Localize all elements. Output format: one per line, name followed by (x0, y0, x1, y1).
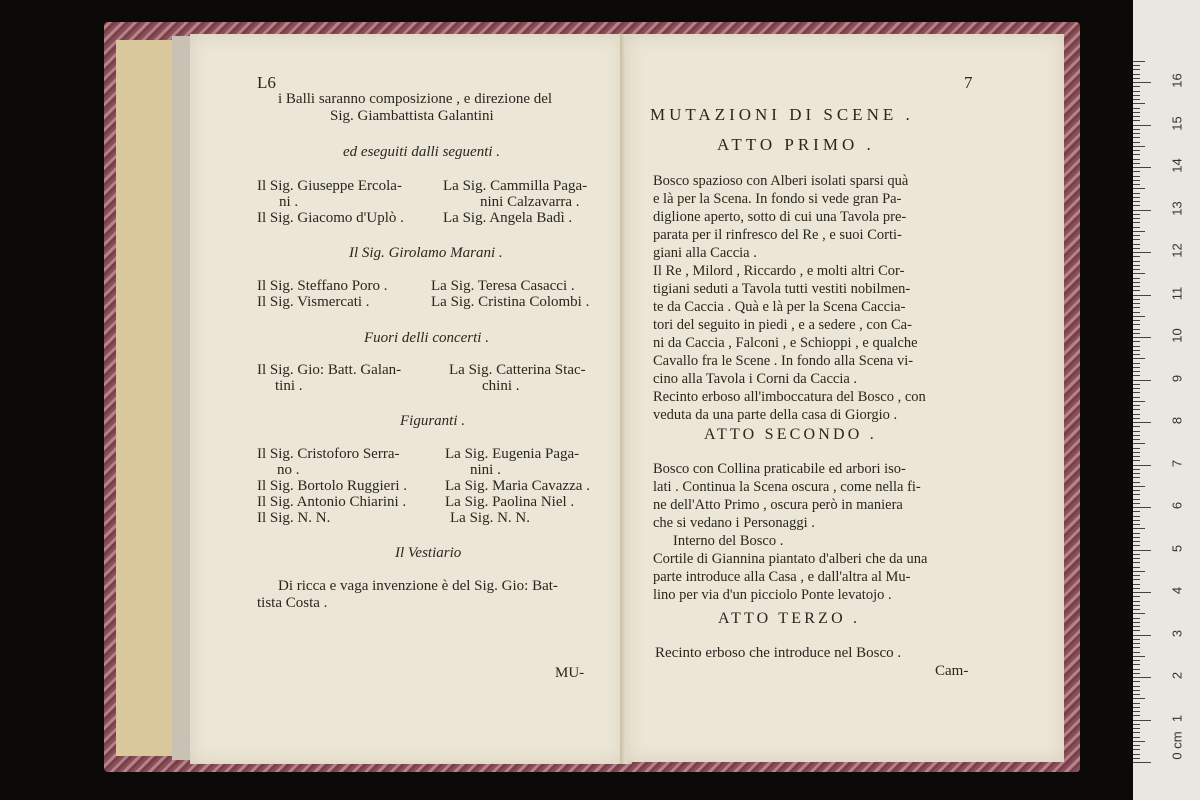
act-heading: ATTO TERZO . (718, 610, 861, 627)
ruler-tick (1133, 231, 1145, 232)
ruler-tick (1133, 707, 1140, 708)
text-line: Cortile di Giannina piantato d'alberi che da una (653, 551, 928, 567)
ruler-tick (1133, 460, 1140, 461)
name-right: La Sig. Angela Badì . (443, 210, 573, 226)
ruler-tick (1133, 694, 1140, 695)
ruler-tick (1133, 567, 1140, 568)
text-line: Bosco con Collina praticabile ed arbori iso- (653, 461, 906, 477)
page-number-left: L6 (257, 73, 276, 92)
ruler-tick (1133, 686, 1140, 687)
ruler-tick (1133, 278, 1140, 279)
ruler-tick (1133, 171, 1140, 172)
text-line: tori del seguito in piedi , e a sedere , con Ca- (653, 317, 912, 333)
vestiario-line: Di ricca e vaga invenzione è del Sig. Gio: Bat- (278, 578, 558, 594)
ruler-tick (1133, 354, 1140, 355)
ruler-tick (1133, 252, 1151, 253)
ruler-tick (1133, 630, 1140, 631)
ruler-label: 12 (1169, 243, 1185, 258)
ruler-tick (1133, 69, 1140, 70)
ruler-tick (1133, 528, 1145, 529)
ruler-tick (1133, 533, 1140, 534)
ruler-tick (1133, 592, 1151, 593)
ruler-tick (1133, 74, 1140, 75)
ruler-tick (1133, 448, 1140, 449)
ruler-tick (1133, 82, 1151, 83)
name-right: La Sig. N. N. (450, 510, 530, 526)
page-title: MUTAZIONI DI SCENE . (650, 105, 914, 124)
text-line: Recinto erboso all'imboccatura del Bosco , con (653, 389, 926, 405)
flyleaf (116, 40, 178, 756)
ruler-tick (1133, 715, 1140, 716)
ruler-tick (1133, 414, 1140, 415)
ruler-tick (1133, 256, 1140, 257)
ruler-tick (1133, 494, 1140, 495)
ruler-tick (1133, 346, 1140, 347)
ruler-label: 1 (1169, 714, 1185, 722)
ruler-label: 10 (1169, 328, 1185, 343)
ruler-tick (1133, 469, 1140, 470)
ruler-tick (1133, 307, 1140, 308)
ruler-tick (1133, 698, 1145, 699)
ruler-tick (1133, 728, 1140, 729)
ruler-tick (1133, 159, 1140, 160)
ruler-tick (1133, 188, 1145, 189)
ruler-tick (1133, 375, 1140, 376)
catchword-left: MU- (555, 665, 585, 681)
ruler-tick (1133, 435, 1140, 436)
text-line: che si vedano i Personaggi . (653, 515, 815, 531)
ruler-label: 0 cm (1169, 731, 1185, 760)
ruler-tick (1133, 163, 1140, 164)
ruler-tick (1133, 609, 1140, 610)
ruler-tick (1133, 235, 1140, 236)
ruler-tick (1133, 286, 1140, 287)
name-left: Il Sig. Gio: Batt. Galan- (257, 362, 402, 378)
ruler-tick (1133, 197, 1140, 198)
ruler-tick (1133, 397, 1140, 398)
ruler-tick (1133, 656, 1145, 657)
text-line: Il Re , Milord , Riccardo , e molti altri Cor- (653, 263, 905, 279)
ruler-tick (1133, 452, 1140, 453)
act-3-text: Recinto erboso che introduce nel Bosco . (655, 645, 902, 661)
text-line: veduta da una parte della casa di Giorgio . (653, 407, 898, 423)
ruler-tick (1133, 133, 1140, 134)
name-left: Il Sig. Giacomo d'Uplò . (257, 210, 404, 226)
ruler-tick (1133, 320, 1140, 321)
ruler-tick (1133, 312, 1140, 313)
ruler-tick (1133, 341, 1140, 342)
ruler-tick (1133, 754, 1140, 755)
name-right: La Sig. Paolina Niel . (445, 494, 575, 510)
ruler-tick (1133, 745, 1140, 746)
ruler-label: 16 (1169, 73, 1185, 88)
ruler-tick (1133, 125, 1151, 126)
ruler-tick (1133, 350, 1140, 351)
ruler-tick (1133, 176, 1140, 177)
text-line: ne dell'Atto Primo , oscura però in maniera (653, 497, 903, 513)
ruler-tick (1133, 652, 1140, 653)
ruler-tick (1133, 205, 1140, 206)
name-right: La Sig. Teresa Casacci . (431, 278, 575, 294)
ruler-tick (1133, 537, 1140, 538)
ruler-tick (1133, 86, 1140, 87)
ruler-tick (1133, 558, 1140, 559)
ruler-tick (1133, 677, 1151, 678)
ruler-tick (1133, 741, 1145, 742)
ruler-tick (1133, 720, 1151, 721)
ruler-tick (1133, 367, 1140, 368)
ruler-tick (1133, 639, 1140, 640)
ruler-tick (1133, 299, 1140, 300)
subheading: Figuranti . (400, 413, 466, 429)
ruler-tick (1133, 392, 1140, 393)
ruler-tick (1133, 664, 1140, 665)
ruler-tick (1133, 201, 1140, 202)
ruler-tick (1133, 265, 1140, 266)
ruler-tick (1133, 588, 1140, 589)
act-1-text (653, 172, 926, 424)
ruler-tick (1133, 112, 1140, 113)
ruler-tick (1133, 248, 1140, 249)
ruler-label: 15 (1169, 115, 1185, 131)
act-heading: ATTO SECONDO . (704, 426, 877, 443)
text-line: Cavallo fra le Scene . In fondo alla Scena vi- (653, 353, 914, 369)
subheading: Fuori delli concerti . (364, 330, 489, 346)
name-right: chini . (482, 378, 520, 394)
ruler-tick (1133, 711, 1140, 712)
text-line: cino alla Tavola i Corni da Caccia . (653, 371, 858, 387)
ruler-tick (1133, 443, 1145, 444)
ruler-tick (1133, 605, 1140, 606)
ruler-tick (1133, 626, 1140, 627)
subheading: Il Vestiario (395, 545, 462, 561)
ruler-tick (1133, 78, 1140, 79)
ruler-tick (1133, 358, 1145, 359)
text-line: lino per via d'un picciolo Ponte levatojo . (653, 587, 892, 603)
ruler-tick (1133, 142, 1140, 143)
ruler-tick (1133, 490, 1140, 491)
ruler-tick (1133, 95, 1140, 96)
intro-line: i Balli saranno composizione , e direzione del (278, 91, 553, 107)
ruler-tick (1133, 99, 1140, 100)
ruler-tick (1133, 303, 1140, 304)
ruler-tick (1133, 261, 1140, 262)
ruler-tick (1133, 184, 1140, 185)
ruler-tick (1133, 222, 1140, 223)
ruler-tick (1133, 562, 1140, 563)
ruler-label: 11 (1169, 286, 1185, 300)
ruler-tick (1133, 635, 1151, 636)
ruler-tick (1133, 703, 1140, 704)
ruler-tick (1133, 380, 1151, 381)
ruler-tick (1133, 422, 1151, 423)
ruler-tick (1133, 486, 1145, 487)
ruler-label: 6 (1169, 501, 1185, 510)
ruler-tick (1133, 503, 1140, 504)
ruler-tick (1133, 227, 1140, 228)
ruler-label: 5 (1169, 544, 1185, 552)
name-left: Il Sig. Antonio Chiarini . (257, 494, 407, 510)
ruler-tick (1133, 329, 1140, 330)
ruler-tick (1133, 575, 1140, 576)
ruler-tick (1133, 550, 1151, 551)
ruler-tick (1133, 193, 1140, 194)
ruler-tick (1133, 409, 1140, 410)
ruler-tick (1133, 337, 1151, 338)
ruler-tick (1133, 732, 1140, 733)
ruler-tick (1133, 401, 1145, 402)
text-line: parte introduce alla Casa , e dall'altra al Mu- (653, 569, 911, 585)
ruler-tick (1133, 545, 1140, 546)
ruler-tick (1133, 541, 1140, 542)
ruler-tick (1133, 108, 1140, 109)
name-left: Il Sig. Steffano Poro . (257, 278, 388, 294)
ruler-tick (1133, 418, 1140, 419)
ruler-tick (1133, 762, 1151, 763)
text-line: tigiani seduti a Tavola tutti vestiti nobilmen- (653, 281, 911, 297)
ruler-tick (1133, 137, 1140, 138)
ruler-tick (1133, 456, 1140, 457)
name-right: nini . (470, 462, 501, 478)
text-line: diglione aperto, sotto di cui una Tavola pre- (653, 209, 907, 225)
ruler-label: 9 (1169, 374, 1185, 382)
ruler-tick (1133, 116, 1140, 117)
ruler-tick (1133, 154, 1140, 155)
text-line: Bosco spazioso con Alberi isolati sparsi quà (653, 173, 909, 189)
name-right: La Sig. Catterina Stac- (449, 362, 586, 378)
ruler-tick (1133, 244, 1140, 245)
ruler-tick (1133, 758, 1140, 759)
ruler-tick (1133, 91, 1140, 92)
ruler-tick (1133, 333, 1140, 334)
ruler-tick (1133, 269, 1140, 270)
text-line: te da Caccia . Quà e là per la Scena Caccia- (653, 299, 906, 315)
ruler-tick (1133, 554, 1140, 555)
ruler-tick (1133, 724, 1140, 725)
ruler-tick (1133, 214, 1140, 215)
ruler-label: 2 (1169, 671, 1185, 680)
text-line: parata per il rinfresco del Re , e suoi Corti- (653, 227, 902, 243)
ruler-tick (1133, 282, 1140, 283)
ruler-tick (1133, 439, 1140, 440)
name-left: Il Sig. Cristoforo Serra- (257, 446, 400, 462)
ruler-tick (1133, 618, 1140, 619)
name-right: La Sig. Maria Cavazza . (445, 478, 590, 494)
text-line: lati . Continua la Scena oscura , come nella fi- (653, 479, 921, 495)
catchword-right: Cam- (935, 663, 969, 679)
subheading: Il Sig. Girolamo Marani . (349, 245, 503, 261)
ruler-tick (1133, 690, 1140, 691)
act-heading: ATTO PRIMO . (717, 135, 875, 154)
subheading: ed eseguiti dalli seguenti . (343, 144, 501, 160)
ruler-tick (1133, 324, 1140, 325)
ruler-tick (1133, 613, 1145, 614)
ruler-tick (1133, 584, 1140, 585)
vestiario-line: tista Costa . (257, 595, 328, 611)
ruler-label: 14 (1169, 158, 1185, 173)
ruler-tick (1133, 681, 1140, 682)
ruler-tick (1133, 239, 1140, 240)
ruler-tick (1133, 643, 1140, 644)
name-right: La Sig. Cristina Colombi . (431, 294, 590, 310)
ruler-tick (1133, 146, 1145, 147)
ruler-tick (1133, 295, 1151, 296)
text-line: e là per la Scena. In fondo si vede gran Pa- (653, 191, 902, 207)
ruler-tick (1133, 405, 1140, 406)
ruler-tick (1133, 384, 1140, 385)
name-right: nini Calzavarra . (480, 194, 580, 210)
intro-line: Sig. Giambattista Galantini (330, 108, 494, 124)
ruler-tick (1133, 660, 1140, 661)
ruler-tick (1133, 65, 1140, 66)
ruler-tick (1133, 371, 1140, 372)
name-left: Il Sig. N. N. (257, 510, 331, 526)
ruler-tick (1133, 647, 1140, 648)
ruler-tick (1133, 511, 1140, 512)
ruler-tick (1133, 150, 1140, 151)
ruler-tick (1133, 120, 1140, 121)
act-2-text (653, 460, 927, 604)
text-line: giani alla Caccia . (653, 245, 757, 261)
ruler-tick (1133, 61, 1145, 62)
ruler-tick (1133, 363, 1140, 364)
ruler-tick (1133, 601, 1140, 602)
ruler-label: 8 (1169, 416, 1185, 425)
ruler-tick (1133, 507, 1151, 508)
name-left: tini . (275, 378, 303, 394)
ruler-tick (1133, 290, 1140, 291)
ruler-tick (1133, 520, 1140, 521)
ruler-tick (1133, 273, 1145, 274)
ruler-label: 13 (1169, 200, 1185, 216)
text-line: ni da Caccia , Falconi , e Schioppi , e qualche (653, 335, 918, 351)
page-number-right: 7 (964, 73, 973, 92)
ruler-tick (1133, 465, 1151, 466)
ruler-tick (1133, 737, 1140, 738)
ruler-tick (1133, 571, 1145, 572)
ruler-tick (1133, 473, 1140, 474)
ruler-tick (1133, 431, 1140, 432)
ruler-label: 7 (1169, 459, 1185, 467)
ruler-tick (1133, 669, 1140, 670)
ruler-tick (1133, 524, 1140, 525)
ruler-tick (1133, 749, 1140, 750)
ruler-tick (1133, 477, 1140, 478)
ruler-tick (1133, 622, 1140, 623)
text-line: Interno del Bosco . (673, 533, 784, 549)
ruler-tick (1133, 210, 1151, 211)
ruler-tick (1133, 482, 1140, 483)
ruler-tick (1133, 426, 1140, 427)
ruler-tick (1133, 596, 1140, 597)
name-left: ni . (279, 194, 299, 210)
ruler-label: 4 (1169, 586, 1185, 595)
name-right: La Sig. Eugenia Paga- (445, 446, 580, 462)
ruler-tick (1133, 579, 1140, 580)
ruler-tick (1133, 180, 1140, 181)
name-left: Il Sig. Vismercati . (257, 294, 370, 310)
ruler-tick (1133, 388, 1140, 389)
ruler-tick (1133, 167, 1151, 168)
ruler-tick (1133, 673, 1140, 674)
name-right: La Sig. Cammilla Paga- (443, 178, 588, 194)
ruler-tick (1133, 316, 1145, 317)
name-left: Il Sig. Bortolo Ruggieri . (257, 478, 407, 494)
name-left: Il Sig. Giuseppe Ercola- (257, 178, 402, 194)
ruler-tick (1133, 218, 1140, 219)
ruler-tick (1133, 499, 1140, 500)
ruler-tick (1133, 516, 1140, 517)
ruler-tick (1133, 129, 1140, 130)
ruler-tick (1133, 103, 1145, 104)
name-left: no . (277, 462, 300, 478)
ruler-label: 3 (1169, 629, 1185, 637)
